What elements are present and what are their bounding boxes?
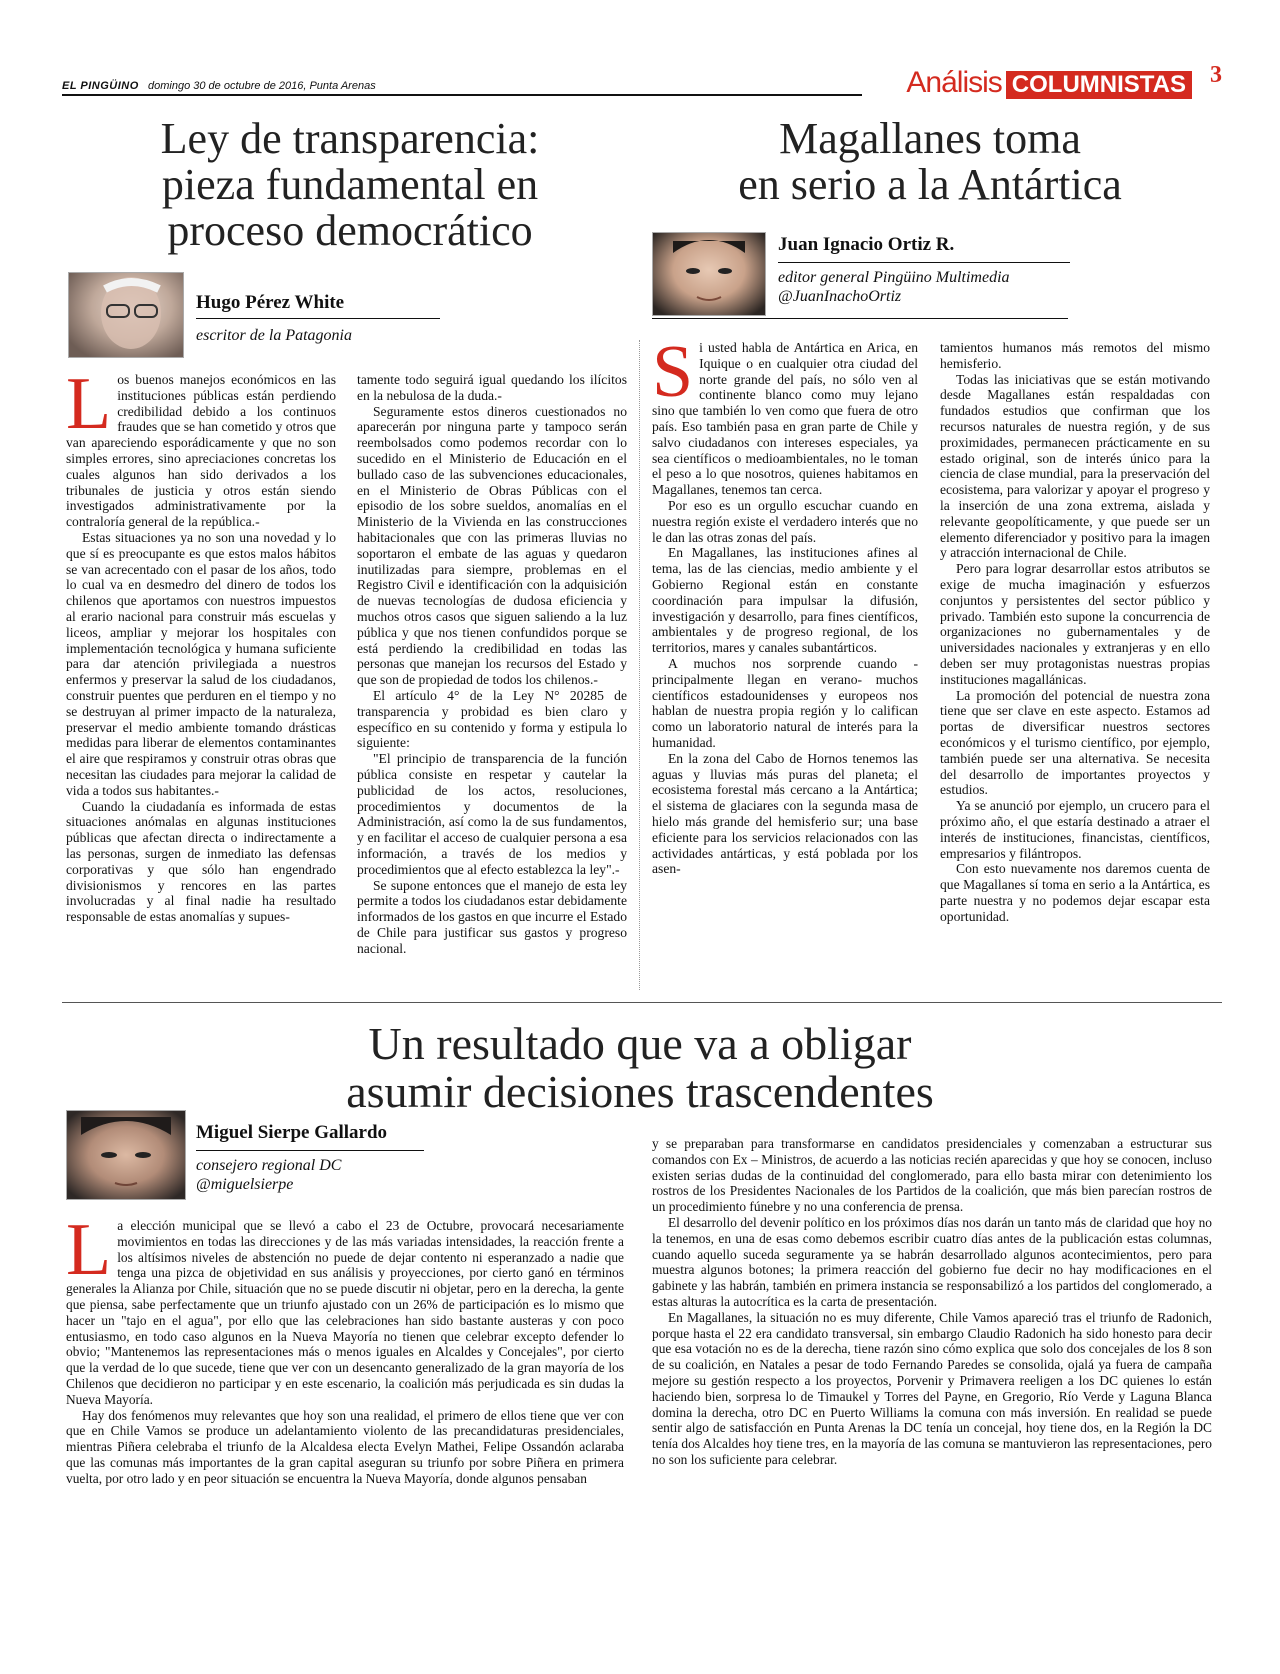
paragraph: a elección municipal que se llevó a cabo el 23 de Octubre, provocará necesariamente movimientos en todas las direcciones y de las más variadas intensidades, la reacción frente a los altísimos niveles de abstención no puede de dejar contento ni esperanzado a nadie que tenga una pizca de objetividad en sus análisis y proyecciones, por cierto ganó en términos generales la Alianza por Chile, situación que no se puede discutir ni objetar, pero en la derecha, la gente que piensa, sabe perfectamente que un triunfo ajustado con un 26% de participación es lo mismo que hacer un "tajo en el agua", por ello que las celebraciones han sido bastante austeras y con poco entusiasmo, en todo caso algunos en la Nueva Mayoría no tienen que celebrar excepto defender lo obvio; "Mantenemos las representaciones más o menos iguales en Alcaldes y Concejales", por cierto que la verdad de lo que sucede, tiene que ver con un desencanto generalizado de la gran mayoría de los Chilenos que decidieron no participar y en este escenario, la coalición más perjudicada es sin dudas la Nueva Mayoría.: [66, 1218, 624, 1407]
header-rule: [62, 94, 862, 96]
section-analisis: Análisis: [906, 66, 1002, 99]
portrait-icon: [653, 233, 765, 315]
article2-role: [778, 268, 1010, 306]
newspaper-logo: EL PINGÜINO: [62, 80, 139, 92]
paragraph: Estas situaciones ya no son una novedad y lo que sí es preocupante es que estos malos hábitos se van acrecentado con el pasar de los años, todo lo cual va en desmedro del dinero de todos los chilenos que aportamos con nuestros impuestos al erario nacional para construir más escuelas y liceos, ampliar y mejorar los hospitales con implementación tecnológica y humana suficiente para dar atención privilegiada a nuestros enfermos y preservar la salud de los ciudadanos, construir puentes que perduren en el tiempo y no se destruyan al primer impacto de la naturaleza, preservar el medio ambiente tomando drásticas medidas para liberar de elementos contaminantes el aire que respiramos y construir otras obras que necesitan las ciudades para mejorar la calidad de vida a todos sus habitantes.-: [66, 529, 336, 798]
paragraph: tamente todo seguirá igual quedando los ilícitos en la nebulosa de la duda.-: [357, 372, 627, 403]
paragraph: tamientos humanos más remotos del mismo hemisferio.: [940, 340, 1210, 371]
article1-role: escritor de la Patagonia: [196, 327, 352, 344]
byline-rule: [196, 1150, 424, 1151]
author-photo-hugo: [68, 272, 184, 358]
article2-column-2: [940, 340, 1210, 924]
paragraph: La promoción del potencial de nuestra zona tiene que ser clave en este aspecto. Estamos ad portas de diversificar nuestros sectores económicos y el turismo científico, por ejemplo, también puede ser una alternativa. Se necesita del desarrollo de importantes proyectos y estudios.: [940, 687, 1210, 798]
headline-line: pieza fundamental en: [161, 160, 539, 209]
byline-rule: [778, 262, 1070, 263]
article1-column-1: [66, 363, 336, 925]
paragraph: El desarrollo del devenir político en los próximos días nos darán un tanto más de claridad que hoy no la tenemos, en una de esas como debemos escribir cuatro días antes de la publicación estas columnas, cuando aquello suceda seguramente ya se habrán desarrollado algunos acontecimientos, pero para muestra algunos botones; la primera reacción del gobierno fue decir no hay modificaciones en el gabinete y las habrán, también en primera instancia se responsabilizó a los partidos del conglomerado, a estas alturas la autocrítica es la carta de presentación.: [652, 1214, 1212, 1309]
paragraph: Se supone entonces que el manejo de esta ley permite a todos los ciudadanos estar debidamente informados de los gastos en que incurre el Estado de Chile para justificar sus gastos y progreso nacional.: [357, 877, 627, 956]
section-columnistas: COLUMNISTAS: [1006, 71, 1192, 99]
paragraph: os buenos manejos económicos en las instituciones públicas están perdiendo credibilidad debido a los continuos fraudes que se han cometido y otros que van apareciendo esporádicamente y que no son simples errores, sino apreciaciones concretas los cuales algunos han sido derivados a los tribunales de justicia y otros están siendo investigados administrativamente por la contraloría general de la república.-: [66, 372, 336, 530]
author-photo-juan: [652, 232, 766, 316]
paragraph: Ya se anunció por ejemplo, un crucero para el próximo año, el que estaría destinado a atraer el interés de instituciones, financistas, científicos, empresarios y filántropos.: [940, 798, 1210, 861]
headline-line: en serio a la Antártica: [738, 160, 1122, 209]
portrait-icon: [67, 1111, 185, 1199]
page-header: [62, 62, 1222, 106]
page-number: 3: [1210, 62, 1222, 88]
paragraph: "El principio de transparencia de la función pública consiste en respetar y cautelar la publicidad de los actos, resoluciones, procedimientos y documentos de la Administración, así como la de sus fundamentos, y en facilitar el acceso de cualquier persona a esa información, a través de los medios y procedimientos que al efecto establezca la ley".-: [357, 751, 627, 877]
paragraph: y se preparaban para transformarse en candidatos presidenciales y comenzaban a estructurar sus comandos con Ex – Ministros, de acuerdo a las noticias recién aparecidas y que hoy se conocen, incluso existen serias dudas de la continuidad del conglomerado, para ello basta mirar con detenimiento los rostros de los Presidentes Nacionales de los Partidos de la coalición, que más bien parecían rostros de un procedimiento fúnebre y no una conferencia de prensa.: [652, 1136, 1212, 1215]
paragraph: En Magallanes, las instituciones afines al tema, las de las ciencias, medio ambiente y el Gobierno Regional están en constante coordinación para impulsar la difusión, investigación y desarrollo, para fines científicos, ambientales y de progreso regional, de los territorios, mares y canales subantárticos.: [652, 545, 918, 656]
paragraph: i usted habla de Antártica en Arica, en Iquique o en cualquier otra ciudad del norte grande del país, no sólo ven al continente blanco como muy lejano sino que también lo ven como que fuera de otro país. Eso también pasa en gran parte de Chile y salvo ciudadanos con intereses especiales, ya sea científicos o medioambientales, no le toman el peso a lo que nosotros, quienes habitamos en Magallanes, tenemos tan cerca.: [652, 340, 918, 498]
headline-line: Magallanes toma: [779, 114, 1081, 163]
headline-line: proceso democrático: [167, 206, 533, 255]
headline-line: asumir decisiones trascendentes: [346, 1066, 934, 1117]
paragraph: En Magallanes, la situación no es muy diferente, Chile Vamos apareció tras el triunfo de Radonich, porque hasta el 22 era candidato transversal, sin embargo Claudio Radonich ha sido honesto para decir que esa votación no es de la derecha, tiene razón sino cómo explica que solo dos concejales de los 8 son de su coalición, en Natales a pesar de todo Fernando Paredes se consolida, ojalá ya fuera de campaña mejore su gestión respecto a los proyectos, Porvenir y Primavera reeligen a los DC quienes lo están haciendo bien, sorpresa lo de Timaukel y Torres del Payne, en Gregorio, Río Verde y Laguna Blanca domina la derecha, otro DC en Puerto Williams la comuna con más inversión. En realidad se puede sentir algo de satisfacción en Punta Arenas la DC tenía un concejal, hoy tiene dos, en la Región la DC tenía dos Alcaldes hoy tiene tres, en la mayoría de las comuna se mantuvieron las representaciones, pero no son los suficiente para celebrar.: [652, 1309, 1212, 1467]
article1-author: Hugo Pérez White: [196, 292, 345, 313]
role-line: consejero regional DC: [196, 1157, 342, 1174]
twitter-handle: @miguelsierpe: [196, 1176, 294, 1193]
portrait-icon: [69, 273, 183, 357]
article2-column-1: [652, 331, 918, 877]
article3-role: [196, 1156, 341, 1194]
paragraph: Pero para lograr desarrollar estos atributos se exige de mucha imaginación y esfuerzos conjuntos y persistentes del sector público y privado. También esto supone la concurrencia de organizaciones no gubernamentales y de universidades nacionales y extranjeras y en ello deben ser muy protagonistas nuestras propias instituciones magallánicas.: [940, 561, 1210, 687]
section-label: [906, 66, 1192, 100]
paragraph: Seguramente estos dineros cuestionados no aparecerán por ninguna parte y tampoco serán reembolsados como podemos recordar con lo sucedido en el Ministerio de Educación en el bullado caso de las subvenciones educacionales, en el Ministerio de Obras Públicas con el episodio de los sobre sueldos, anomalías en el Ministerio de la Vivienda en las construcciones habitacionales que con las primeras lluvias no soportaron el embate de las aguas y quedaron inutilizadas para siempre, problemas en el Registro Civil e identificación con la adquisición de nuevas tecnologías de dudosa eficiencia y muchos otros casos que siguen saliendo a la luz pública y que nos tienen confundidos porque se está perdiendo la credibilidad en todas las personas que manejan los recursos del Estado y que son de propiedad de todos los chilenos.-: [357, 403, 627, 688]
article2-author: Juan Ignacio Ortiz R.: [778, 234, 955, 255]
paragraph: Hay dos fenómenos muy relevantes que hoy son una realidad, el primero de ellos tiene que ver con que en Chile Vamos se produce un adelantamiento violento de las precandidaturas presidenciales, mientras Piñera celebraba el triunfo de la Alcaldesa electa Evelyn Mathei, Felipe Ossandón aclaraba que las comunas más importantes de la gran capital aseguran su triunfo por sobre Piñera en primera vuelta, por otro lado y en peor situación se encuentra la Nueva Mayoría, donde algunos pensaban: [66, 1407, 624, 1486]
column-divider: [639, 340, 640, 990]
headline-line: Ley de transparencia:: [160, 114, 540, 163]
article2-headline: [660, 116, 1200, 208]
article1-column-2: [357, 372, 627, 956]
paragraph: El artículo 4° de la Ley N° 20285 de transparencia y probidad es bien claro y específico en su contenido y forma y estipula lo siguiente:: [357, 687, 627, 751]
headline-line: Un resultado que va a obligar: [368, 1018, 912, 1069]
twitter-handle: @JuanInachoOrtiz: [778, 288, 902, 305]
author-photo-miguel: [66, 1110, 186, 1200]
paragraph: A muchos nos sorprende cuando -principalmente llegan en verano- muchos científicos estadounidenses y europeos nos hablan de nuestra propia región y lo califican como un laboratorio natural de interés para la humanidad.: [652, 655, 918, 750]
dateline: domingo 30 de octubre de 2016, Punta Arenas: [148, 80, 376, 92]
dropcap: L: [66, 1209, 112, 1291]
article1-headline: [80, 116, 620, 254]
role-line: editor general Pingüino Multimedia: [778, 269, 1010, 286]
dropcap: S: [652, 331, 694, 413]
article3-author: Miguel Sierpe Gallardo: [196, 1122, 388, 1143]
section-divider: [62, 1002, 1222, 1003]
paragraph: Con esto nuevamente nos daremos cuenta de que Magallanes sí toma en serio a la Antártica, es parte nuestra y no podemos dejar escapar esta oportunidad.: [940, 861, 1210, 924]
paragraph: En la zona del Cabo de Hornos tenemos las aguas y lluvias más puras del planeta; el ecosistema forestal más cercano a la Antártica; el sistema de glaciares con la segunda masa de hielo más grande del hemisferio sur; una base eficiente para los servicios relacionados con las actividades antárticas, y está poblada por los asen-: [652, 750, 918, 877]
article3-headline: [160, 1020, 1120, 1116]
paragraph: Cuando la ciudadanía es informada de estas situaciones anómalas en algunas instituciones públicas que afectan directa o indirectamente a las personas, surgen de inmediato las defensas corporativas y que sólo han engendrado divisionismos y rencores en las partes involucradas y al final nadie ha resultado responsable de estas anomalías y supues-: [66, 798, 336, 925]
byline-rule: [196, 318, 440, 319]
article3-column-1: [66, 1209, 624, 1487]
paragraph: Por eso es un orgullo escuchar cuando en nuestra región existe el verdadero interés que no le dan las otras zonas del país.: [652, 497, 918, 545]
byline-rule-bottom: [652, 318, 1068, 319]
dropcap: L: [66, 363, 112, 445]
paragraph: Todas las iniciativas que se están motivando desde Magallanes están respaldadas con fundados estudios que confirman que los recursos naturales de nuestra región, y de sus proximidades, permanecen prácticamente en su estado original, son de interés único para la ciencia de clase mundial, para la preservación del ecosistema, para valorizar y apoyar el progreso y la inserción de una zona extrema, aislada y relevante geopolíticamente, y que puede ser un elemento diferenciador y positivo para la imagen y atracción internacional de Chile.: [940, 371, 1210, 561]
article3-column-2: [652, 1136, 1212, 1468]
